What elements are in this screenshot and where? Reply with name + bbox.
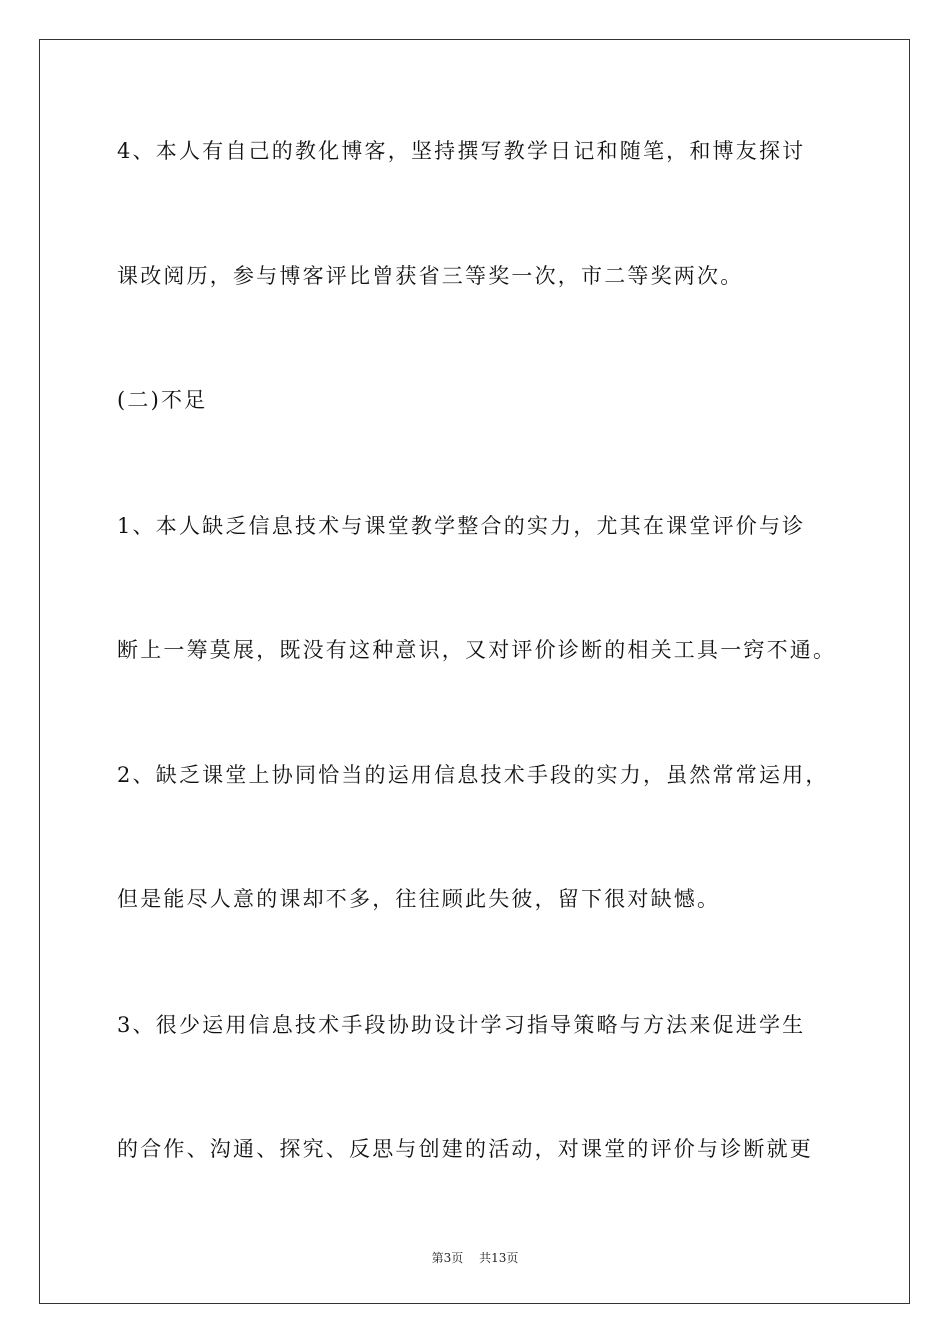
text-line-6: 2、缺乏课堂上协同恰当的运用信息技术手段的实力，虽然常常运用，: [117, 763, 829, 787]
page-footer: [0, 1249, 950, 1266]
text-line-7: 但是能尽人意的课却不多，往往顾此失彼，留下很对缺憾。: [117, 887, 721, 911]
text-line-2: 课改阅历，参与博客评比曾获省三等奖一次，市二等奖两次。: [117, 264, 744, 288]
page-number: 第3页: [431, 1251, 464, 1265]
text-line-1: 4、本人有自己的教化博客，坚持撰写教学日记和随笔，和博友探讨: [117, 139, 806, 163]
text-line-5: 断上一筹莫展，既没有这种意识，又对评价诊断的相关工具一窍不通。: [117, 638, 837, 662]
section-heading-shortcomings: (二)不足: [117, 388, 208, 412]
page-total: 共13页: [479, 1251, 519, 1265]
text-line-9: 的合作、沟通、探究、反思与创建的活动，对课堂的评价与诊断就更: [117, 1137, 813, 1161]
text-line-4: 1、本人缺乏信息技术与课堂教学整合的实力，尤其在课堂评价与诊: [117, 514, 806, 538]
page-frame: [39, 39, 910, 1304]
text-line-8: 3、很少运用信息技术手段协助设计学习指导策略与方法来促进学生: [117, 1013, 806, 1037]
